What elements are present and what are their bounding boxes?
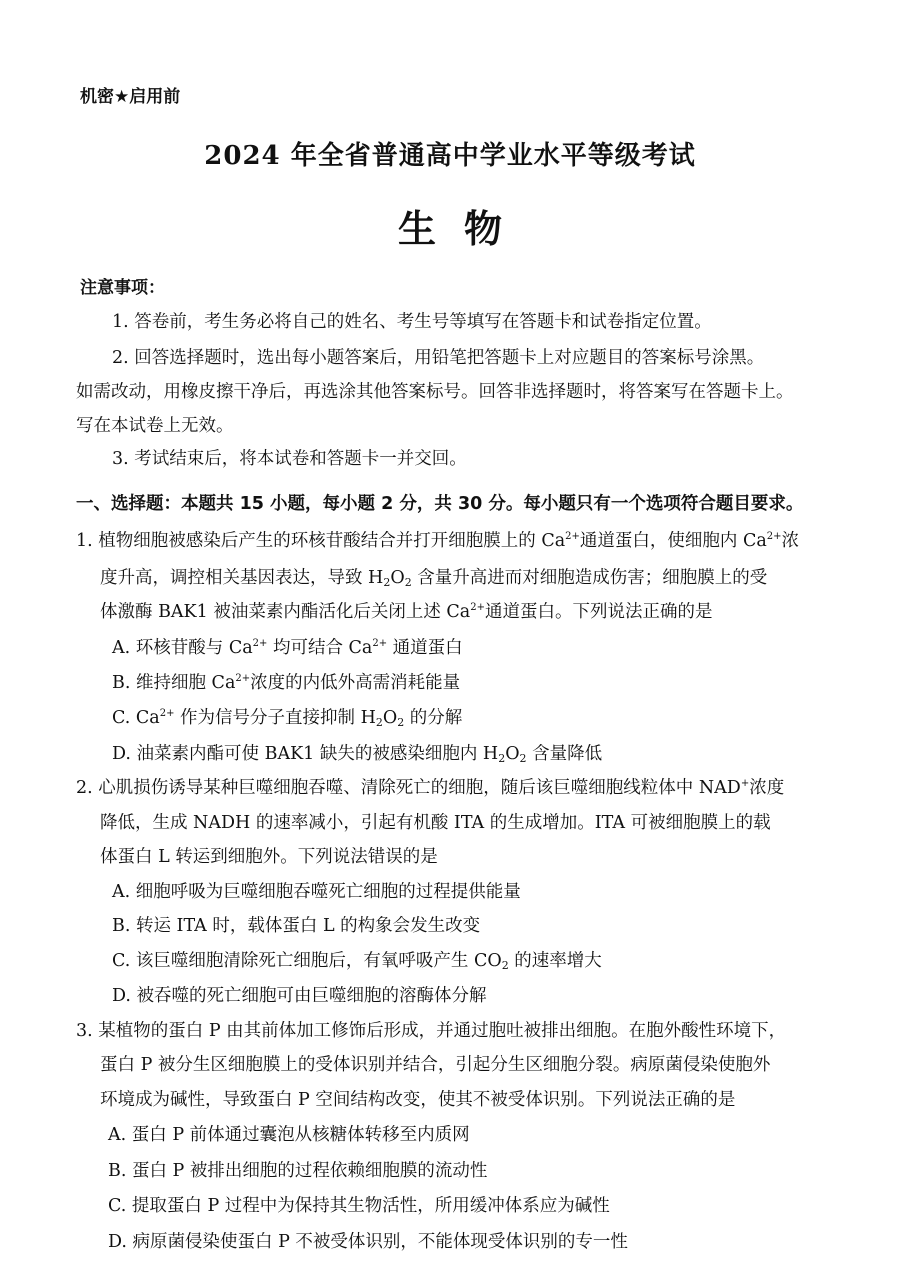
notice-item-2-line-3: 写在本试卷上无效。 (76, 416, 234, 436)
q3-option-a: A. 蛋白 P 前体通过囊泡从核糖体转移至内质网 (108, 1125, 470, 1145)
q1-stem-line-3: 体激酶 BAK1 被油菜素内酯活化后关闭上述 $Ca^{2+}$通道蛋白。下列说法正确的是 (100, 602, 713, 622)
q2-stem-line-2: 降低，生成 NADH 的速率减小，引起有机酸 ITA 的生成增加。ITA 可被细胞膜上的载 (100, 813, 771, 833)
q3-option-b: B. 蛋白 P 被排出细胞的过程依赖细胞膜的流动性 (108, 1161, 488, 1181)
q2-stem-line-3: 体蛋白 L 转运到细胞外。下列说法错误的是 (100, 847, 438, 867)
q2-option-a: A. 细胞呼吸为巨噬细胞吞噬死亡细胞的过程提供能量 (112, 882, 521, 902)
exam-title: 2024 年全省普通高中学业水平等级考试 (204, 141, 696, 171)
q3-option-d: D. 病原菌侵染使蛋白 P 不被受体识别，不能体现受体识别的专一性 (108, 1232, 628, 1252)
q3-stem-line-3: 环境成为碱性，导致蛋白 P 空间结构改变，使其不被受体识别。下列说法正确的是 (100, 1090, 736, 1110)
section-heading: 一、选择题：本题共 15 小题，每小题 2 分，共 30 分。每小题只有一个选项符合题目要求。 (76, 494, 804, 514)
q1-stem-line-2: 度升高，调控相关基因表达，导致 $H_2O_2$ 含量升高进而对细胞造成伤害；细胞膜上的受 (100, 568, 768, 589)
notice-item-2-line-1: 2. 回答选择题时，选出每小题答案后，用铅笔把答题卡上对应题目的答案标号涂黑。 (112, 348, 765, 368)
q2-option-c: C. 该巨噬细胞清除死亡细胞后，有氧呼吸产生 $CO_2$ 的速率增大 (112, 951, 602, 972)
q1-option-b: B. 维持细胞 $Ca^{2+}$浓度的内低外高需消耗能量 (112, 673, 461, 693)
q2-option-b: B. 转运 ITA 时，载体蛋白 L 的构象会发生改变 (112, 916, 481, 936)
q2-option-d: D. 被吞噬的死亡细胞可由巨噬细胞的溶酶体分解 (112, 986, 487, 1006)
subject-title: 生物 (397, 206, 530, 251)
q3-stem-line-2: 蛋白 P 被分生区细胞膜上的受体识别并结合，引起分生区细胞分裂。病原菌侵染使胞外 (100, 1055, 771, 1075)
notice-item-2-line-2: 如需改动，用橡皮擦干净后，再选涂其他答案标号。回答非选择题时，将答案写在答题卡上。 (76, 382, 794, 402)
q2-stem-line-1: 2. 心肌损伤诱导某种巨噬细胞吞噬、清除死亡的细胞，随后该巨噬细胞线粒体中 NAD+浓度 (76, 778, 785, 798)
notice-item-3: 3. 考试结束后，将本试卷和答题卡一并交回。 (112, 449, 467, 469)
q1-stem-line-1: 1. 植物细胞被感染后产生的环核苷酸结合并打开细胞膜上的 $Ca^{2+}$通道蛋白，使细胞内 $Ca^{2+}$浓 (76, 531, 800, 551)
notice-heading: 注意事项： (80, 278, 165, 298)
q1-option-d: D. 油菜素内酯可使 BAK1 缺失的被感染细胞内 $H_2O_2$ 含量降低 (112, 744, 603, 765)
q1-option-a: A. 环核苷酸与 $Ca^{2+}$ 均可结合 $Ca^{2+}$ 通道蛋白 (112, 638, 463, 658)
q3-stem-line-1: 3. 某植物的蛋白 P 由其前体加工修饰后形成，并通过胞吐被排出细胞。在胞外酸性环境下， (76, 1021, 787, 1041)
q1-option-c: C. $Ca^{2+}$ 作为信号分子直接抑制 $H_2O_2$ 的分解 (112, 708, 463, 729)
confidential-label: 机密★启用前 (80, 87, 181, 107)
q3-option-c: C. 提取蛋白 P 过程中为保持其生物活性，所用缓冲体系应为碱性 (108, 1196, 610, 1216)
notice-item-1: 1. 答卷前，考生务必将自己的姓名、考生号等填写在答题卡和试卷指定位置。 (112, 312, 712, 332)
